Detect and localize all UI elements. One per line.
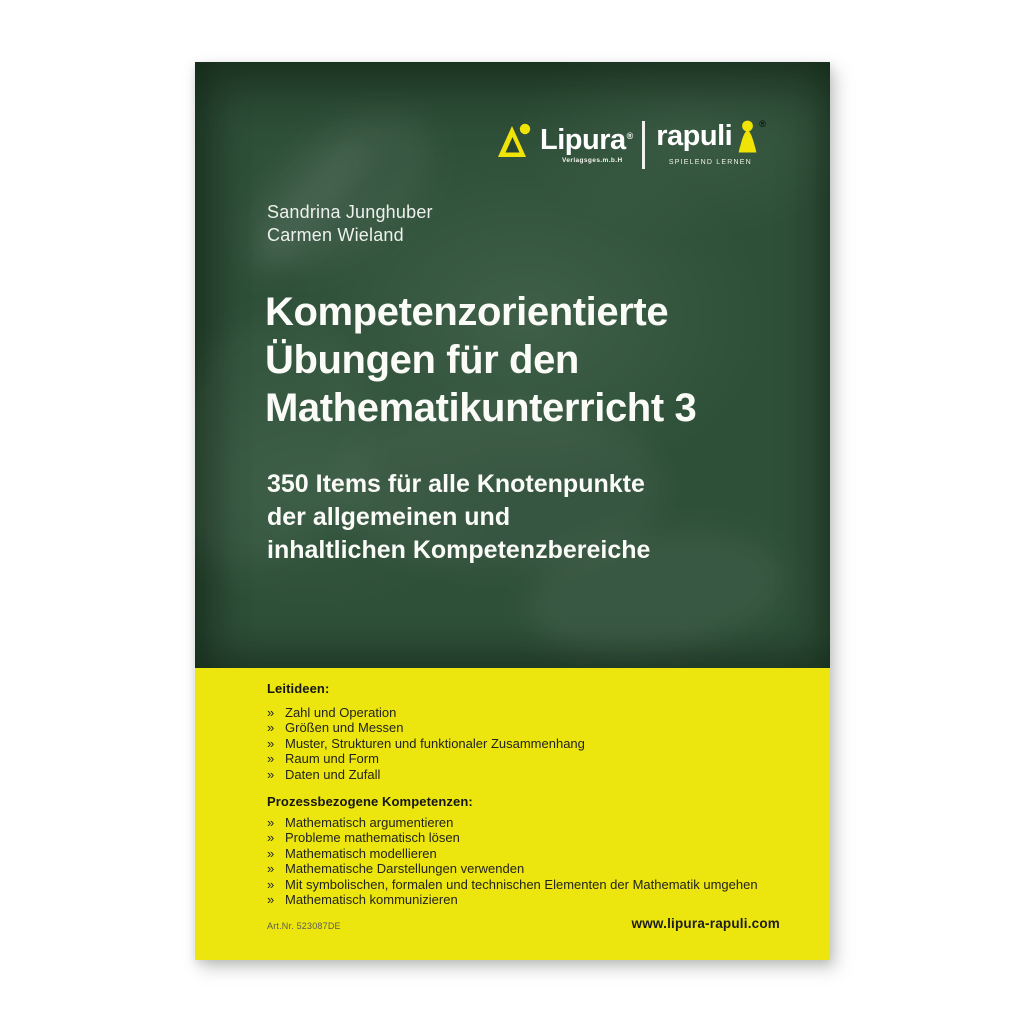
rapuli-tagline: SPIELEND LERNEN: [668, 159, 752, 166]
list-item: [267, 767, 585, 782]
list-bullet: »: [267, 766, 275, 782]
author-line: Carmen Wieland: [267, 225, 404, 245]
subtitle-line: 350 Items für alle Knotenpunkte: [267, 470, 645, 498]
chalkboard-section: [195, 62, 830, 668]
list-bullet: »: [267, 861, 275, 877]
list-item: [267, 736, 585, 751]
list-item: [267, 892, 758, 907]
list-item: [267, 705, 585, 720]
list-item-text: Größen und Messen: [285, 720, 404, 736]
article-number: Art.Nr. 523087DE: [267, 921, 341, 931]
list-bullet: »: [267, 815, 275, 830]
book-subtitle: [267, 468, 650, 567]
lipura-logo: [540, 119, 633, 164]
list-item: [267, 720, 585, 735]
title-line: Kompetenzorientierte: [265, 290, 669, 334]
list-item-text: Mathematisch modellieren: [285, 845, 437, 861]
list-bullet: »: [267, 705, 275, 720]
list-item-text: Muster, Strukturen und funktionaler Zusammenhang: [285, 735, 585, 751]
registered-mark-icon: ®: [626, 131, 634, 141]
list-item: [267, 861, 758, 876]
list-item-text: Mathematisch kommunizieren: [285, 892, 458, 908]
kompetenzen-heading: Prozessbezogene Kompetenzen:: [267, 794, 473, 809]
lipura-subtitle: Verlagsges.m.b.H: [562, 157, 623, 164]
list-item-text: Zahl und Operation: [285, 705, 397, 720]
list-bullet: »: [267, 876, 275, 892]
list-item-text: Raum und Form: [285, 751, 379, 767]
kompetenzen-list: [267, 815, 758, 907]
list-item-text: Mit symbolischen, formalen und technischen Elementen der Mathematik umgehen: [285, 876, 758, 892]
rapuli-meeple-icon: [737, 120, 758, 158]
leitideen-list: [267, 705, 585, 782]
list-item: [267, 830, 758, 845]
chalk-smudge: [220, 83, 461, 302]
list-item-text: Daten und Zufall: [285, 766, 381, 782]
list-bullet: »: [267, 892, 275, 908]
author-line: Sandrina Junghuber: [267, 202, 433, 222]
list-bullet: »: [267, 830, 275, 846]
lipura-triangle-icon: [498, 122, 538, 164]
list-bullet: »: [267, 720, 275, 736]
list-bullet: »: [267, 735, 275, 751]
book-cover: [195, 62, 830, 960]
title-line: Übungen für den: [265, 338, 579, 382]
list-item: [267, 846, 758, 861]
lipura-wordmark: [540, 119, 633, 157]
book-title: [265, 288, 696, 432]
list-bullet: »: [267, 751, 275, 767]
list-item-text: Probleme mathematisch lösen: [285, 830, 460, 846]
title-line: Mathematikunterricht 3: [265, 386, 697, 430]
author-names: [267, 201, 433, 247]
brand-logos: [498, 119, 766, 169]
list-bullet: »: [267, 845, 275, 861]
leitideen-heading: Leitideen:: [267, 681, 330, 696]
registered-mark-icon: ®: [759, 119, 766, 129]
subtitle-line: inhaltlichen Kompetenzbereiche: [267, 536, 651, 564]
subtitle-line: der allgemeinen und: [267, 503, 511, 531]
list-item-text: Mathematische Darstellungen verwenden: [285, 861, 525, 877]
website-url: www.lipura-rapuli.com: [631, 916, 780, 931]
yellow-info-section: [195, 668, 830, 960]
list-item: [267, 877, 758, 892]
rapuli-wordmark: rapuli: [656, 120, 733, 152]
logo-divider: [642, 121, 645, 169]
list-item: [267, 815, 758, 830]
list-item: [267, 751, 585, 766]
lipura-wordmark-text: Lipura: [540, 124, 626, 156]
list-item-text: Mathematisch argumentieren: [285, 815, 454, 830]
rapuli-logo: [656, 119, 766, 166]
